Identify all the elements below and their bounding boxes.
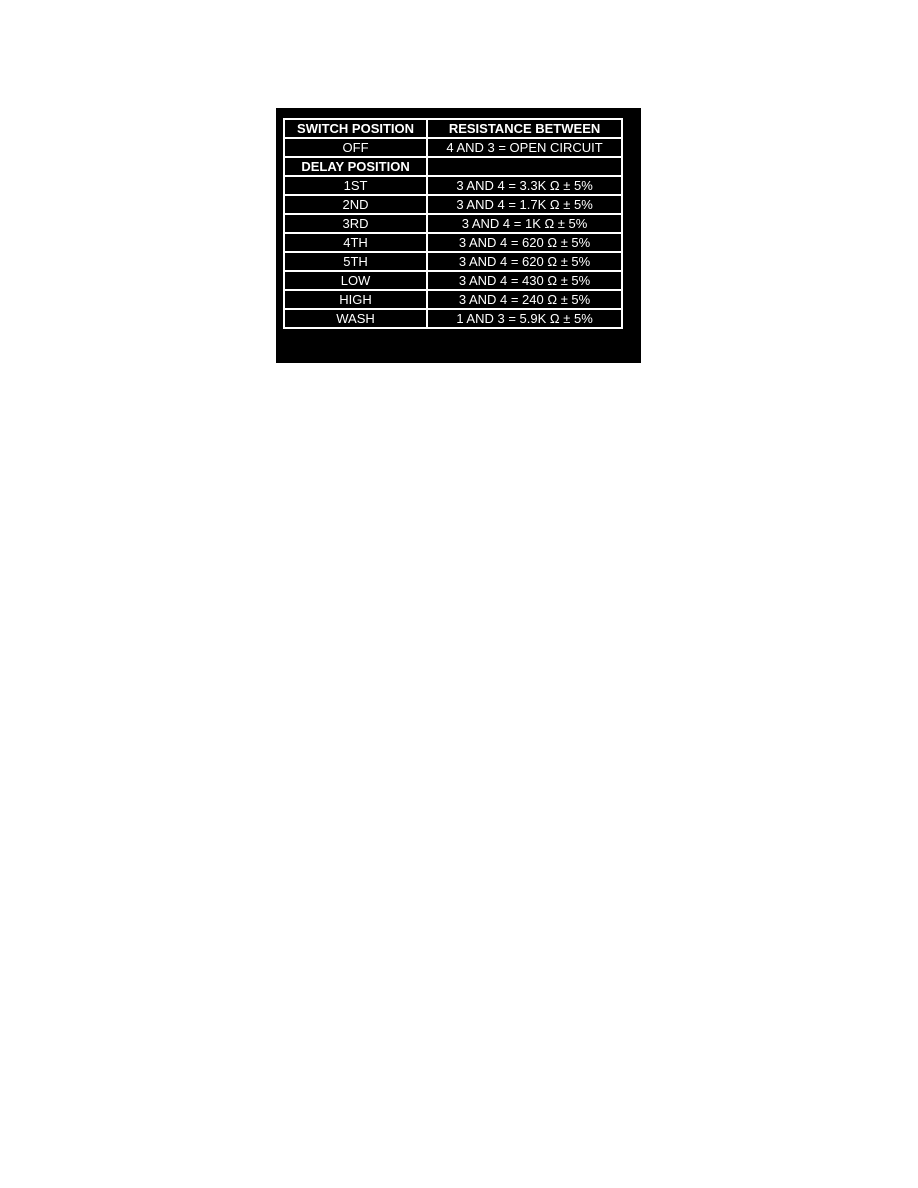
position-cell: 3RD (284, 214, 427, 233)
resistance-between-header: RESISTANCE BETWEEN (427, 119, 622, 138)
position-cell: HIGH (284, 290, 427, 309)
table-row (284, 290, 622, 309)
switch-position-header: SWITCH POSITION (284, 119, 427, 138)
resistance-cell: 3 AND 4 = 620 Ω ± 5% (427, 233, 622, 252)
table-header-row (284, 119, 622, 138)
resistance-cell: 3 AND 4 = 240 Ω ± 5% (427, 290, 622, 309)
resistance-cell: 3 AND 4 = 430 Ω ± 5% (427, 271, 622, 290)
table-row (284, 214, 622, 233)
position-cell: 4TH (284, 233, 427, 252)
resistance-cell: 3 AND 4 = 3.3K Ω ± 5% (427, 176, 622, 195)
resistance-cell: 4 AND 3 = OPEN CIRCUIT (427, 138, 622, 157)
table-row (284, 309, 622, 328)
resistance-cell: 3 AND 4 = 620 Ω ± 5% (427, 252, 622, 271)
table-row (284, 233, 622, 252)
table-row (284, 176, 622, 195)
table-row (284, 138, 622, 157)
table-row (284, 271, 622, 290)
switch-resistance-table (283, 118, 623, 329)
position-cell: 2ND (284, 195, 427, 214)
position-cell: OFF (284, 138, 427, 157)
section-row (284, 157, 622, 176)
position-cell: WASH (284, 309, 427, 328)
resistance-table-panel (276, 108, 641, 363)
table-row (284, 252, 622, 271)
position-cell: 5TH (284, 252, 427, 271)
delay-position-label: DELAY POSITION (284, 157, 427, 176)
table-row (284, 195, 622, 214)
resistance-cell: 3 AND 4 = 1K Ω ± 5% (427, 214, 622, 233)
resistance-cell: 3 AND 4 = 1.7K Ω ± 5% (427, 195, 622, 214)
position-cell: 1ST (284, 176, 427, 195)
position-cell: LOW (284, 271, 427, 290)
resistance-cell: 1 AND 3 = 5.9K Ω ± 5% (427, 309, 622, 328)
section-resistance-cell (427, 157, 622, 176)
